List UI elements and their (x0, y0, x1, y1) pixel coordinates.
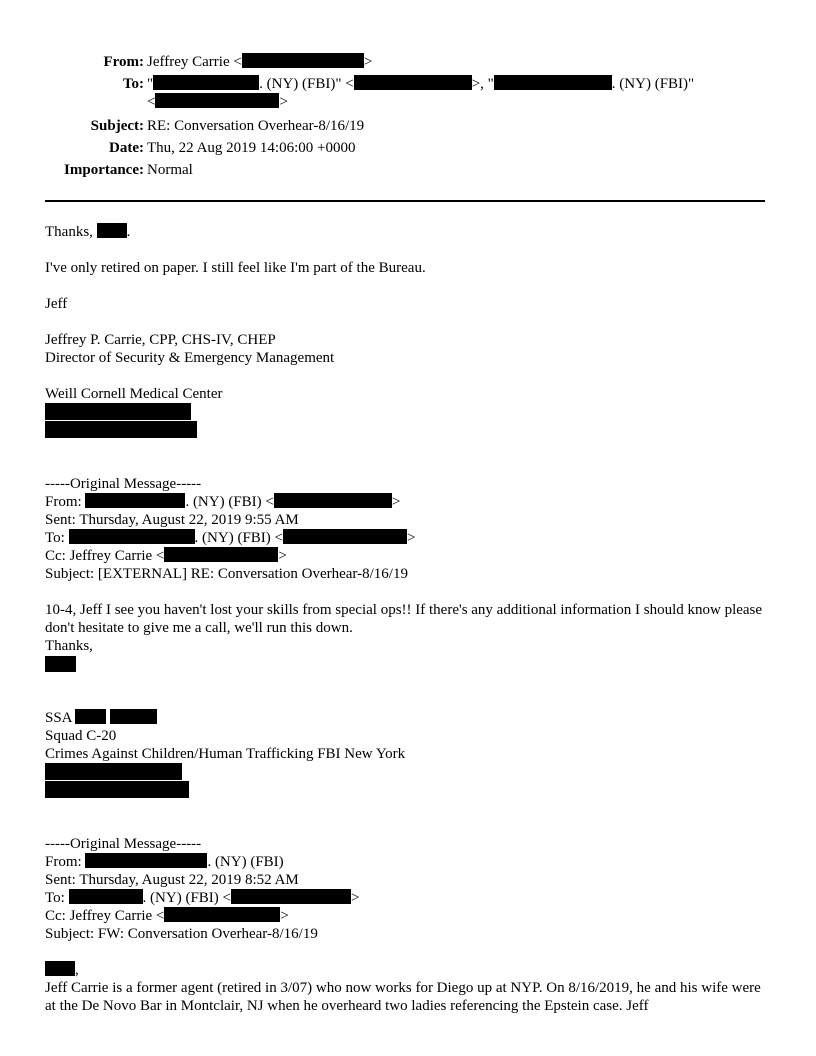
cc-close: > (278, 548, 287, 564)
ssa-label: SSA (45, 710, 72, 726)
message3-greeting (45, 961, 79, 979)
redaction-block (274, 493, 392, 508)
to-close: > (279, 94, 288, 110)
redaction-block (231, 889, 351, 904)
redaction-block (97, 223, 127, 238)
cc-prefix: Cc: Jeffrey Carrie < (45, 548, 165, 564)
redaction-block (110, 709, 157, 724)
redaction-block (69, 889, 143, 904)
ssa-line (45, 709, 157, 727)
redaction-block (164, 907, 280, 922)
message3-subject: Subject: FW: Conversation Overhear-8/16/19 (45, 926, 318, 942)
from-prefix: From: (45, 854, 82, 870)
message3-to (45, 889, 359, 907)
redaction-block (45, 656, 76, 672)
to-prefix: To: (45, 530, 65, 546)
unit-line: Crimes Against Children/Human Trafficking FBI New York (45, 746, 406, 762)
message2-body: 10-4, Jeff I see you haven't lost your skills from special ops!! If there's any additional information I should know please don't hesitate to give me a call, we'll run this down. (45, 602, 763, 636)
redaction-block (69, 529, 195, 544)
retired-line: I've only retired on paper. I still feel like I'm part of the Bureau. (45, 260, 426, 276)
signature-org: Weill Cornell Medical Center (45, 386, 223, 402)
to-close: > (351, 890, 360, 906)
redaction-block (354, 75, 472, 90)
thanks-line (45, 223, 130, 241)
to-mid: . (NY) (FBI) < (142, 890, 231, 906)
date-label: Date: (109, 140, 144, 156)
importance-label: Importance: (64, 162, 144, 178)
greeting-comma: , (75, 962, 79, 978)
cc-prefix: Cc: Jeffrey Carrie < (45, 908, 165, 924)
subject-value: RE: Conversation Overhear-8/16/19 (147, 118, 365, 134)
message2-sent: Sent: Thursday, August 22, 2019 9:55 AM (45, 512, 299, 528)
to-recipient-1: . (NY) (FBI)" < (259, 76, 354, 92)
to-label: To: (122, 76, 144, 92)
from-mid: . (NY) (FBI) < (185, 494, 274, 510)
message3-body: Jeff Carrie is a former agent (retired in 3/07) who now works for Diego up at NYP. On 8/16/2019, he and his wife were at the De Novo Bar in Montclair, NJ when he overheard two ladies referencing the Epstein case. Jeff (45, 980, 761, 1014)
original-message-divider-2: -----Original Message----- (45, 836, 202, 852)
to-prefix: To: (45, 890, 65, 906)
sign-short: Jeff (45, 296, 68, 312)
redaction-block (164, 547, 278, 562)
redaction-block (85, 493, 185, 508)
message2-from (45, 493, 400, 511)
signature-name: Jeffrey P. Carrie, CPP, CHS-IV, CHEP (45, 332, 276, 348)
redaction-block (45, 781, 189, 798)
redaction-block (45, 421, 197, 438)
message2-thanks: Thanks, (45, 638, 93, 654)
redaction-block (494, 75, 612, 90)
to-separator: >, " (471, 76, 494, 92)
thanks-period: . (126, 224, 131, 240)
from-mid: . (NY) (FBI) (207, 854, 284, 870)
redaction-block (75, 709, 106, 724)
to-mid: . (NY) (FBI) < (194, 530, 283, 546)
from-close: > (363, 54, 373, 70)
from-close: > (391, 494, 401, 510)
redaction-block (155, 93, 279, 108)
redaction-block (45, 961, 75, 976)
redaction-block (242, 53, 364, 68)
redaction-block (85, 853, 207, 868)
redaction-block (45, 403, 191, 420)
header-divider (45, 200, 765, 202)
message2-subject: Subject: [EXTERNAL] RE: Conversation Overhear-8/16/19 (45, 566, 408, 582)
message3-from (45, 853, 284, 871)
message2-cc (45, 547, 287, 565)
signature-title: Director of Security & Emergency Management (45, 350, 335, 366)
to-close: > (407, 530, 416, 546)
to-recipient-2: . (NY) (FBI)" (611, 76, 695, 92)
thanks-text: Thanks, (45, 224, 93, 240)
to-quote: " (147, 76, 154, 92)
message2-to (45, 529, 415, 547)
importance-value: Normal (147, 162, 193, 178)
redaction-block (153, 75, 259, 90)
message3-sent: Sent: Thursday, August 22, 2019 8:52 AM (45, 872, 299, 888)
cc-close: > (280, 908, 289, 924)
redaction-block (283, 529, 407, 544)
subject-label: Subject: (90, 118, 144, 134)
squad-line: Squad C-20 (45, 728, 117, 744)
redaction-block (45, 763, 182, 780)
to-open: < (147, 94, 156, 110)
from-prefix: From: (45, 494, 82, 510)
message3-cc (45, 907, 289, 925)
original-message-divider: -----Original Message----- (45, 476, 202, 492)
from-label: From: (103, 54, 144, 70)
from-name: Jeffrey Carrie < (147, 54, 242, 70)
date-value: Thu, 22 Aug 2019 14:06:00 +0000 (147, 140, 356, 156)
